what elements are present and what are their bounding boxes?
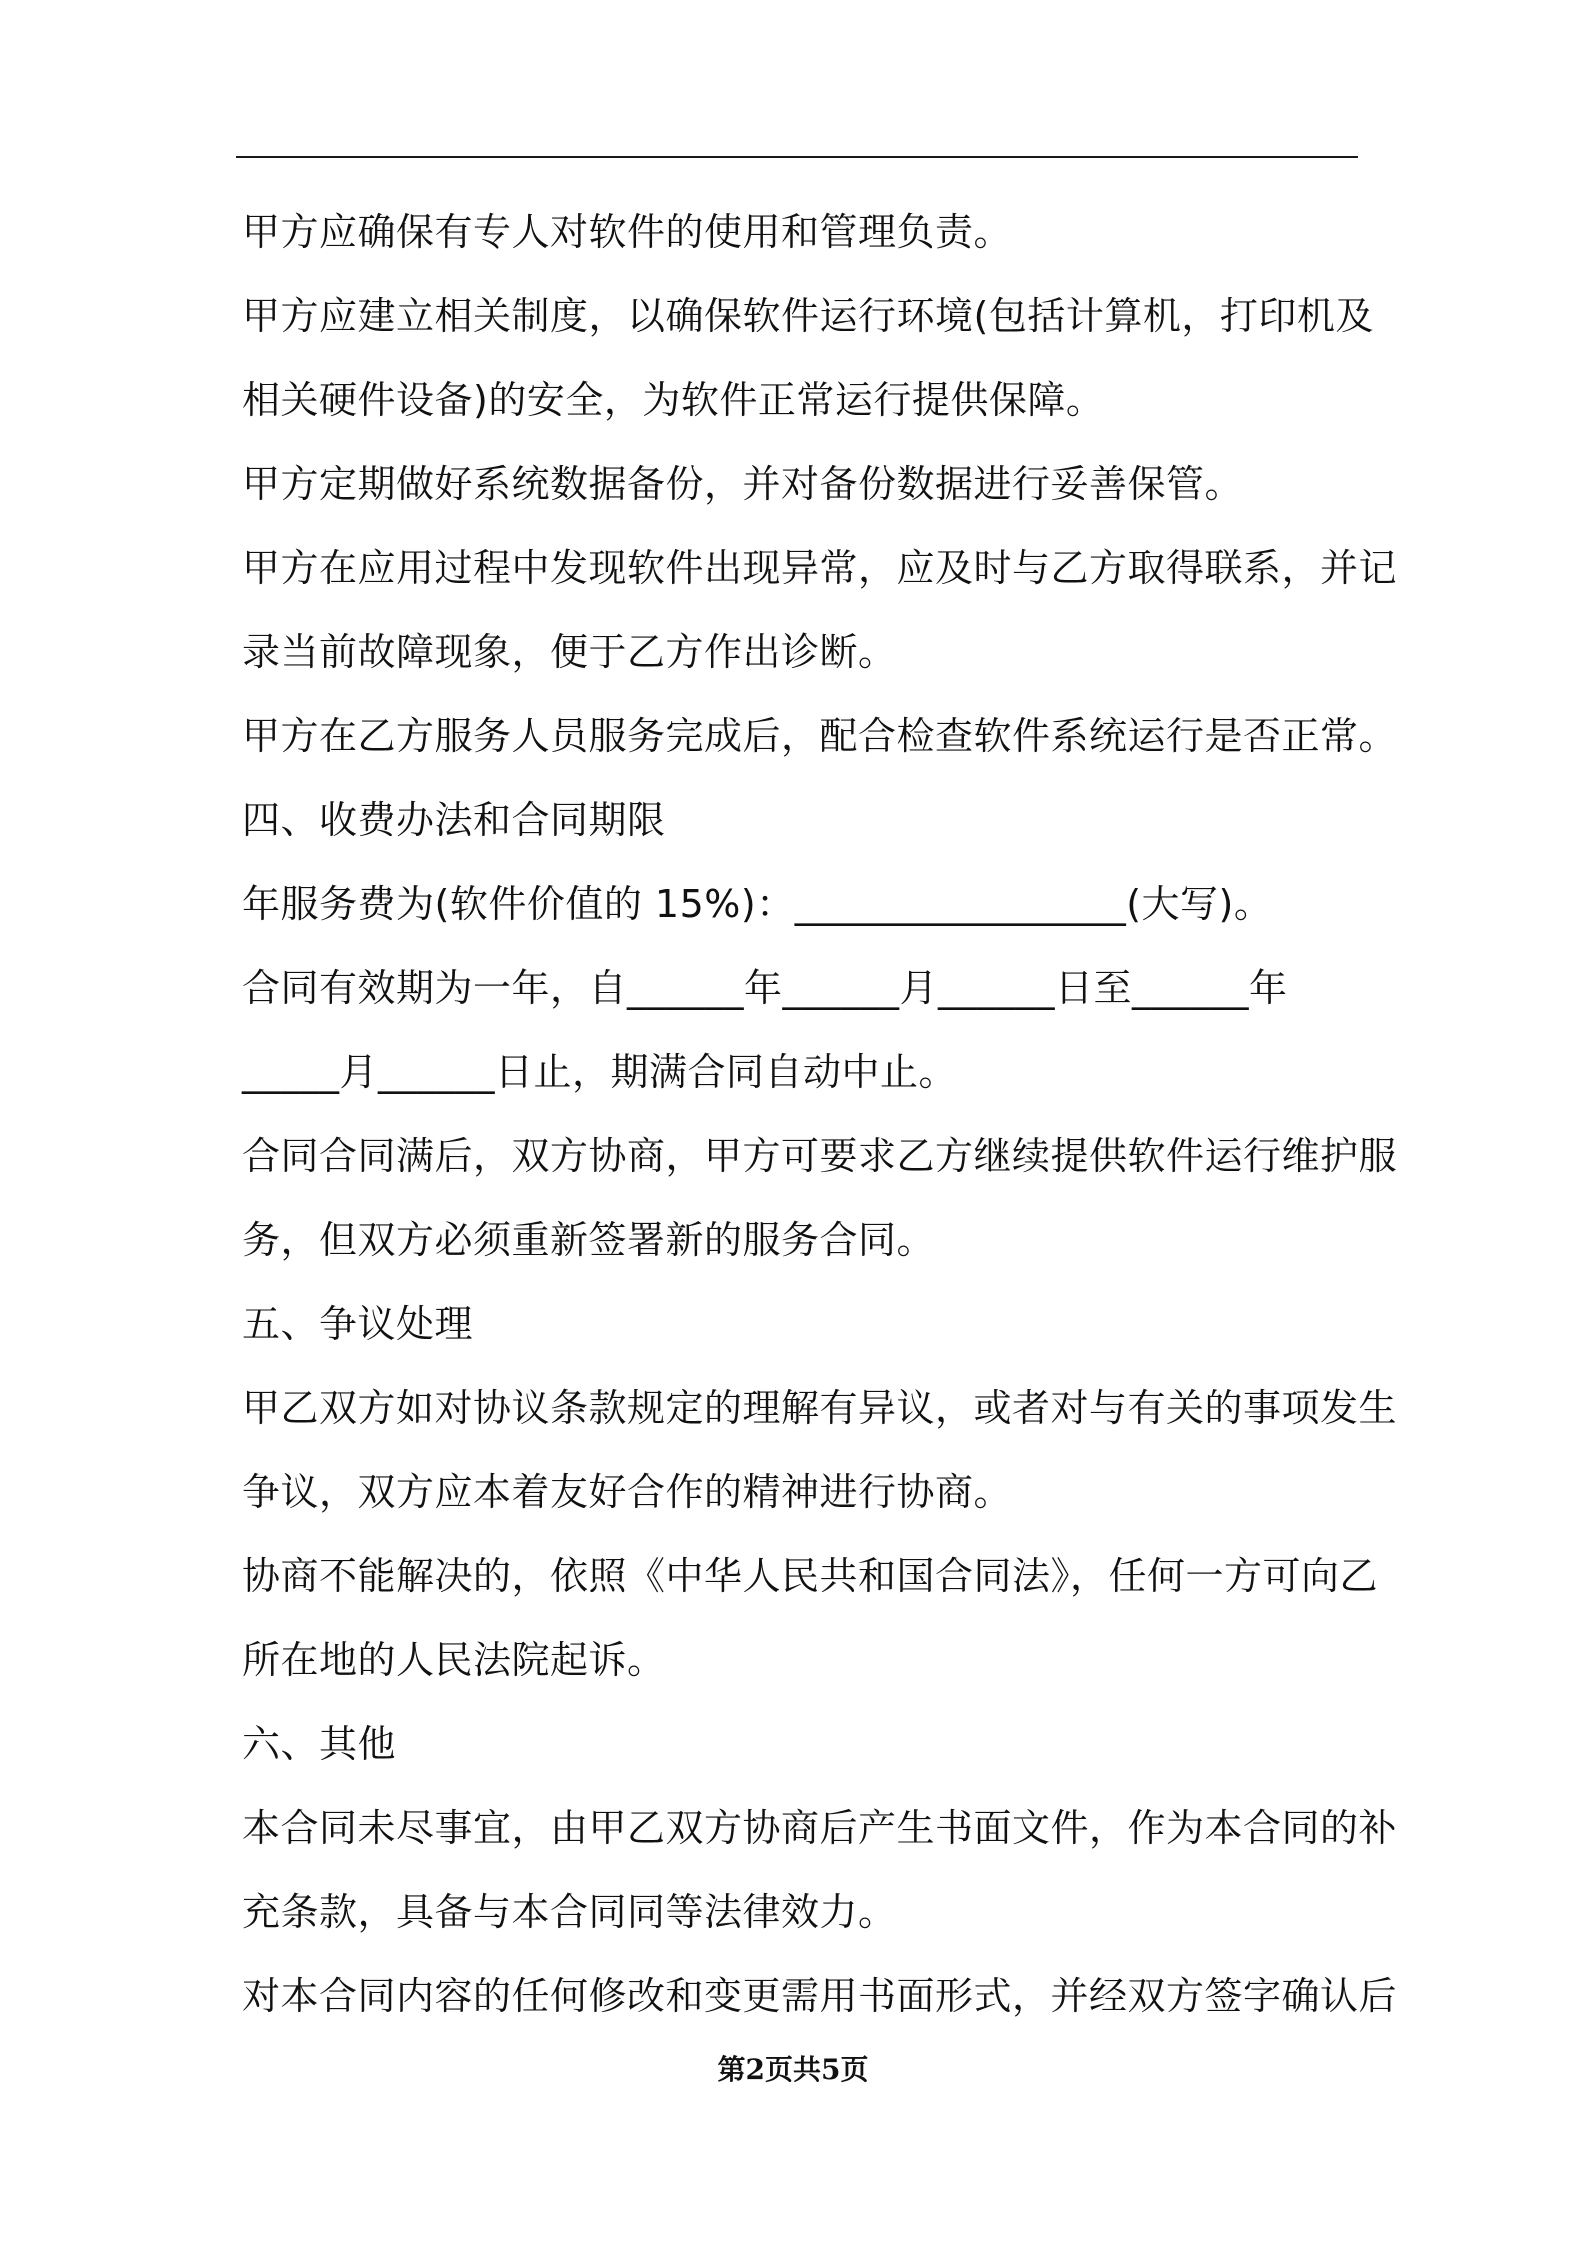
body-line: 甲方定期做好系统数据备份，并对备份数据进行妥善保管。 [242, 462, 1244, 506]
body-line: 本合同未尽事宜，由甲乙双方协商后产生书面文件，作为本合同的补 [242, 1806, 1398, 1850]
body-line: 相关硬件设备)的安全，为软件正常运行提供保障。 [242, 378, 1105, 422]
body-line: 甲方应建立相关制度，以确保软件运行环境(包括计算机，打印机及 [242, 294, 1374, 338]
body-line: 争议，双方应本着友好合作的精神进行协商。 [242, 1470, 1013, 1514]
body-line: 合同合同满后，双方协商，甲方可要求乙方继续提供软件运行维护服 [242, 1134, 1398, 1178]
body-line: _____月______日止，期满合同自动中止。 [242, 1050, 958, 1094]
body-line: 甲方在乙方服务人员服务完成后，配合检查软件系统运行是否正常。 [242, 714, 1398, 758]
body-line: 充条款，具备与本合同同等法律效力。 [242, 1890, 897, 1934]
section-heading-disputes: 五、争议处理 [242, 1302, 474, 1346]
body-line: 甲方应确保有专人对软件的使用和管理负责。 [242, 210, 1013, 254]
page-number: 第2页共5页 [717, 2053, 869, 2086]
body-line: 协商不能解决的，依照《中华人民共和国合同法》，任何一方可向乙 [242, 1554, 1379, 1598]
section-heading-other: 六、其他 [242, 1722, 397, 1766]
body-line: 对本合同内容的任何修改和变更需用书面形式，并经双方签字确认后 [242, 1974, 1398, 2018]
body-line: 所在地的人民法院起诉。 [242, 1638, 666, 1682]
document-body [242, 190, 1398, 2038]
body-line: 甲乙双方如对协议条款规定的理解有异议，或者对与有关的事项发生 [242, 1386, 1398, 1430]
section-heading-fees: 四、收费办法和合同期限 [242, 798, 666, 842]
body-line: 合同有效期为一年，自______年______月______日至______年 [242, 966, 1288, 1010]
body-line: 年服务费为(软件价值的 15%)：_________________(大写)。 [242, 882, 1273, 926]
header-divider [236, 156, 1358, 158]
body-line: 务，但双方必须重新签署新的服务合同。 [242, 1218, 936, 1262]
body-line: 录当前故障现象，便于乙方作出诊断。 [242, 630, 897, 674]
body-line: 甲方在应用过程中发现软件出现异常，应及时与乙方取得联系，并记 [242, 546, 1398, 590]
